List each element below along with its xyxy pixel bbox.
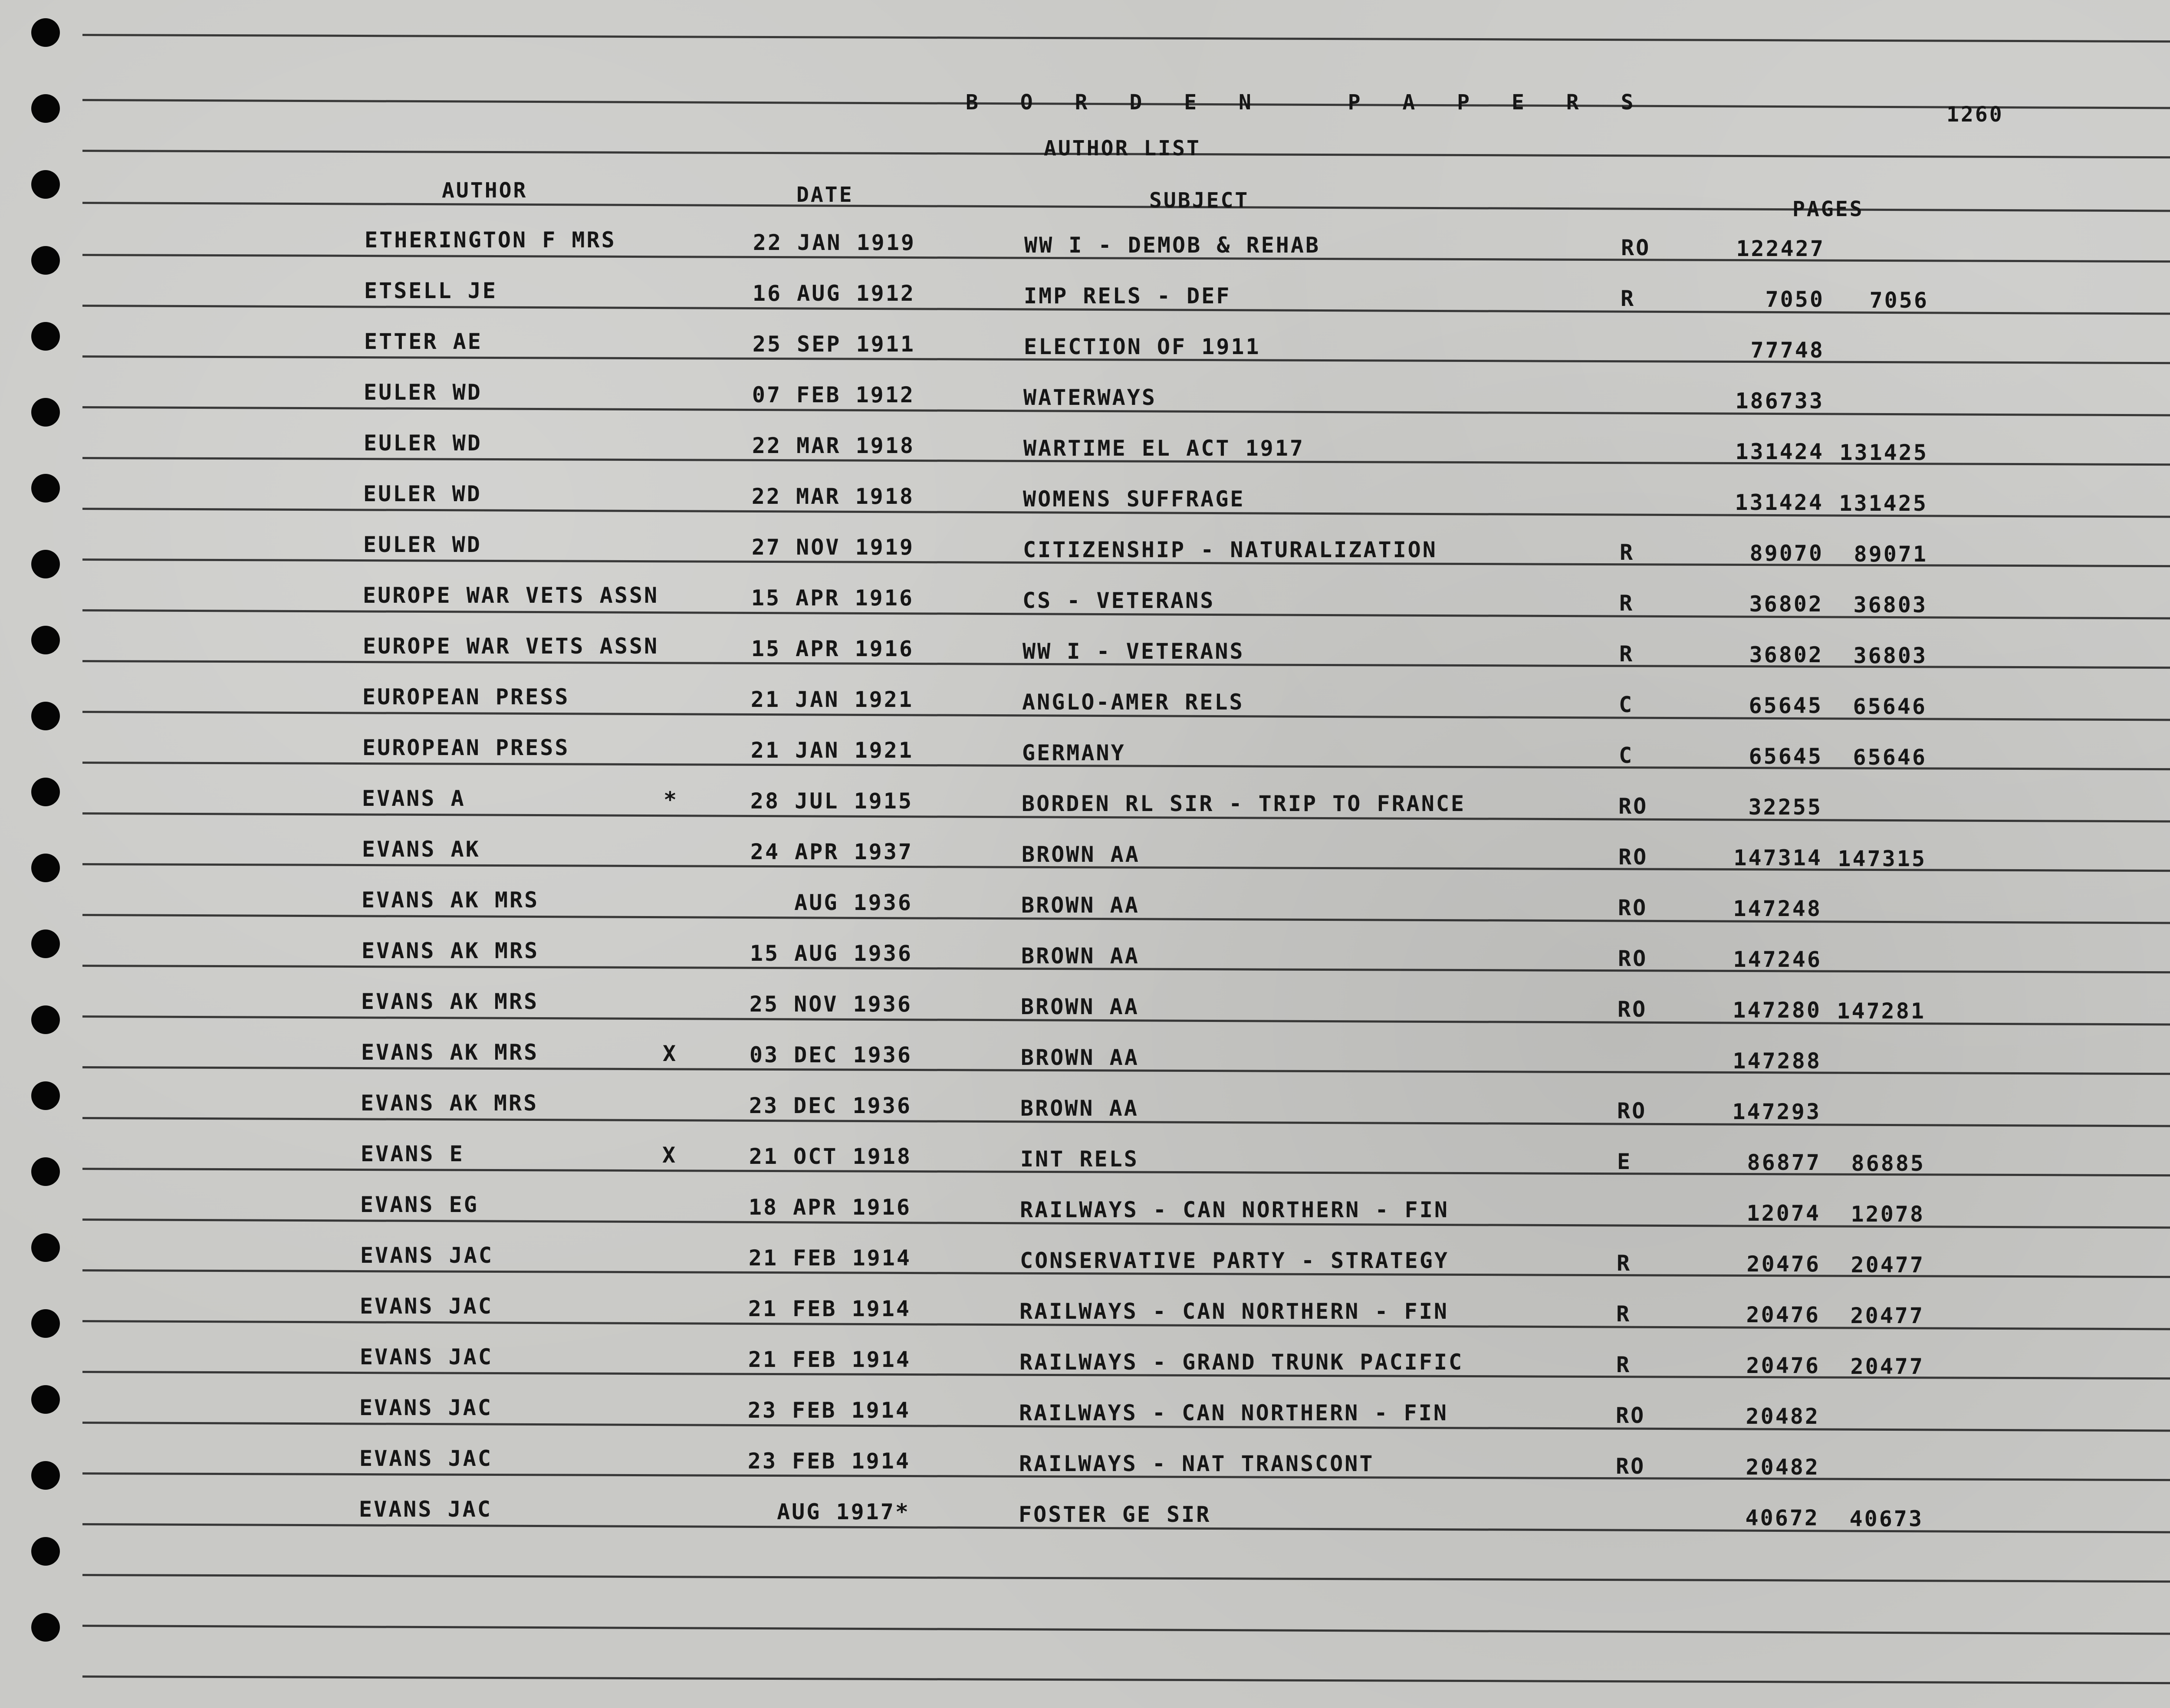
author-cell: EVANS AK MRS [362, 887, 539, 913]
author-cell: ETSELL JE [364, 278, 497, 303]
page-start-cell: 147314 [1733, 845, 1822, 870]
feed-hole [31, 702, 60, 730]
feed-hole [31, 854, 60, 882]
page-start-cell: 32255 [1748, 795, 1822, 820]
status-code-cell: RO [1618, 794, 1648, 819]
subject-cell: WARTIME EL ACT 1917 [1023, 436, 1305, 461]
feed-hole [31, 1081, 60, 1110]
feed-hole [31, 1537, 60, 1566]
document-title: B O R D E N P A P E R S [966, 90, 1648, 115]
ruled-line [82, 34, 2170, 43]
feed-hole [31, 1005, 60, 1034]
date-cell: 25 SEP 1911 [752, 332, 915, 357]
page-start-cell: 36802 [1749, 591, 1823, 617]
column-header-author: AUTHOR [442, 178, 528, 203]
status-code-cell: RO [1621, 235, 1651, 260]
page-end-cell: 86885 [1851, 1151, 1925, 1176]
author-cell: ETTER AE [364, 329, 483, 354]
subject-cell: BROWN AA [1022, 842, 1140, 867]
column-header-subject: SUBJECT [1149, 188, 1249, 213]
column-header-pages: PAGES [1792, 197, 1864, 221]
author-cell: EULER WD [364, 380, 482, 405]
date-cell: 03 DEC 1936 [749, 1042, 912, 1068]
status-code-cell: R [1619, 641, 1634, 667]
page-start-cell: 36802 [1749, 642, 1823, 667]
page-end-cell: 65646 [1853, 694, 1927, 719]
status-code-cell: C [1619, 692, 1634, 717]
feed-hole [31, 170, 60, 199]
author-cell: EVANS JAC [359, 1395, 493, 1420]
subject-cell: BROWN AA [1021, 994, 1139, 1019]
subject-cell: RAILWAYS - CAN NORTHERN - FIN [1020, 1197, 1449, 1222]
page-end-cell: 36803 [1853, 643, 1927, 668]
feed-hole [31, 550, 60, 578]
feed-hole [31, 626, 60, 654]
subject-cell: CS - VETERANS [1023, 588, 1215, 613]
author-cell: EVANS JAC [359, 1497, 492, 1522]
mark-cell: * [664, 787, 679, 812]
page-start-cell: 147288 [1733, 1048, 1821, 1074]
date-cell: 18 APR 1916 [748, 1195, 911, 1220]
date-cell: 25 NOV 1936 [749, 992, 912, 1017]
author-cell: EUROPEAN PRESS [362, 684, 570, 709]
ruled-line [82, 1675, 2170, 1684]
ruled-line [82, 1625, 2170, 1635]
subject-cell: BROWN AA [1020, 1096, 1139, 1121]
page-start-cell: 65645 [1749, 693, 1823, 718]
page-start-cell: 147280 [1733, 998, 1821, 1023]
page-end-cell: 12078 [1851, 1202, 1925, 1227]
feed-hole [31, 398, 60, 427]
subject-cell: CONSERVATIVE PARTY - STRATEGY [1020, 1248, 1449, 1273]
subject-cell: WATERWAYS [1023, 385, 1157, 410]
page-end-cell: 131425 [1839, 440, 1928, 465]
page-end-cell: 36803 [1853, 592, 1927, 618]
status-code-cell: RO [1618, 946, 1648, 971]
column-header-date: DATE [796, 183, 854, 207]
date-cell: AUG 1936 [794, 890, 913, 915]
page-end-cell: 147281 [1837, 999, 1926, 1024]
page-end-cell: 131425 [1839, 491, 1928, 516]
feed-hole [31, 930, 60, 958]
subject-cell: ELECTION OF 1911 [1024, 334, 1261, 359]
page-number: 1260 [1946, 102, 2004, 127]
author-cell: EVANS JAC [360, 1243, 493, 1268]
subject-cell: WW I - DEMOB & REHAB [1024, 233, 1321, 258]
page-start-cell: 7050 [1765, 287, 1825, 312]
author-cell: EUROPE WAR VETS ASSN [363, 583, 659, 608]
page-end-cell: 20477 [1850, 1354, 1924, 1379]
date-cell: 21 OCT 1918 [749, 1144, 912, 1169]
page-start-cell: 65645 [1749, 744, 1823, 769]
mark-cell: X [663, 1041, 678, 1066]
page-start-cell: 147246 [1733, 947, 1822, 972]
subject-cell: BROWN AA [1021, 943, 1140, 969]
author-cell: EVANS A [362, 786, 466, 811]
page-start-cell: 40672 [1745, 1505, 1819, 1531]
date-cell: 27 NOV 1919 [751, 535, 914, 560]
author-cell: EVANS EG [360, 1192, 479, 1217]
status-code-cell: RO [1618, 844, 1648, 870]
page-start-cell: 12074 [1746, 1201, 1821, 1226]
status-code-cell: R [1616, 1301, 1631, 1327]
feed-hole [31, 246, 60, 275]
date-cell: 28 JUL 1915 [750, 788, 913, 814]
date-cell: 23 DEC 1936 [749, 1093, 912, 1118]
page-start-cell: 147293 [1732, 1099, 1821, 1124]
status-code-cell: C [1619, 743, 1634, 768]
feed-hole [31, 1461, 60, 1490]
status-code-cell: R [1620, 540, 1635, 565]
status-code-cell: R [1619, 591, 1634, 616]
date-cell: 21 JAN 1921 [750, 687, 914, 712]
feed-hole [31, 1385, 60, 1414]
subject-cell: RAILWAYS - GRAND TRUNK PACIFIC [1019, 1350, 1464, 1375]
author-cell: EVANS JAC [360, 1344, 493, 1370]
page-start-cell: 86877 [1747, 1150, 1821, 1175]
subject-cell: RAILWAYS - CAN NORTHERN - FIN [1019, 1400, 1448, 1426]
date-cell: 23 FEB 1914 [747, 1398, 911, 1423]
subject-cell: INT RELS [1020, 1146, 1139, 1172]
page-start-cell: 20476 [1746, 1251, 1821, 1277]
status-code-cell: RO [1618, 895, 1648, 920]
author-cell: EUROPE WAR VETS ASSN [363, 634, 659, 659]
date-cell: 23 FEB 1914 [747, 1449, 911, 1474]
page-end-cell: 20477 [1850, 1303, 1924, 1328]
date-cell: 15 APR 1916 [751, 636, 914, 661]
subject-cell: GERMANY [1022, 740, 1126, 765]
subject-cell: FOSTER GE SIR [1019, 1502, 1211, 1527]
feed-hole [31, 474, 60, 503]
subject-cell: WOMENS SUFFRAGE [1023, 486, 1245, 512]
date-cell: 22 MAR 1918 [752, 433, 915, 458]
page-end-cell: 65646 [1853, 745, 1927, 770]
subject-cell: RAILWAYS - CAN NORTHERN - FIN [1019, 1299, 1449, 1324]
feed-hole [31, 94, 60, 123]
page-start-cell: 20476 [1746, 1353, 1820, 1378]
mark-cell: X [662, 1143, 677, 1168]
list-subtitle: AUTHOR LIST [1044, 136, 1201, 161]
date-cell: 24 APR 1937 [750, 839, 913, 864]
date-cell: 15 AUG 1936 [750, 941, 913, 966]
page-start-cell: 20476 [1746, 1302, 1820, 1327]
author-cell: EVANS JAC [360, 1294, 493, 1319]
page-end-cell: 20477 [1851, 1252, 1925, 1278]
feed-hole [31, 1309, 60, 1338]
date-cell: AUG 1917* [777, 1499, 910, 1524]
date-cell: 16 AUG 1912 [752, 281, 915, 306]
page-start-cell: 77748 [1750, 338, 1825, 363]
feed-hole [31, 778, 60, 806]
page-end-cell: 40673 [1849, 1506, 1923, 1531]
subject-cell: RAILWAYS - NAT TRANSCONT [1019, 1451, 1374, 1476]
subject-cell: BROWN AA [1021, 893, 1140, 918]
feed-hole [31, 1157, 60, 1186]
feed-hole [31, 1233, 60, 1262]
date-cell: 21 JAN 1921 [750, 738, 914, 763]
subject-cell: IMP RELS - DEF [1024, 283, 1231, 309]
page-start-cell: 131424 [1735, 439, 1824, 464]
page-end-cell: 147315 [1838, 846, 1927, 871]
page-start-cell: 122427 [1736, 236, 1825, 261]
subject-cell: WW I - VETERANS [1023, 639, 1245, 664]
page-end-cell: 7056 [1869, 288, 1929, 313]
author-cell: EVANS JAC [359, 1446, 493, 1471]
subject-cell: ANGLO-AMER RELS [1022, 690, 1244, 715]
status-code-cell: RO [1617, 1098, 1647, 1123]
date-cell: 21 FEB 1914 [748, 1296, 911, 1321]
status-code-cell: RO [1616, 1454, 1646, 1479]
date-cell: 22 JAN 1919 [753, 230, 916, 255]
author-cell: EVANS AK MRS [361, 989, 539, 1014]
page-start-cell: 186733 [1735, 388, 1824, 414]
feed-hole [31, 322, 60, 351]
date-cell: 21 FEB 1914 [748, 1347, 911, 1372]
author-cell: EVANS AK [362, 837, 480, 862]
date-cell: 15 APR 1916 [751, 585, 914, 611]
feed-hole [31, 18, 60, 47]
author-cell: ETHERINGTON F MRS [365, 227, 616, 253]
page-start-cell: 147248 [1733, 896, 1822, 921]
page-end-cell: 89071 [1854, 542, 1928, 567]
subject-cell: BROWN AA [1021, 1045, 1139, 1070]
ruled-line [82, 1574, 2170, 1583]
feed-hole [31, 1613, 60, 1642]
subject-cell: BORDEN RL SIR - TRIP TO FRANCE [1022, 791, 1466, 816]
page-start-cell: 20482 [1746, 1455, 1820, 1480]
author-cell: EVANS E [361, 1141, 464, 1166]
date-cell: 07 FEB 1912 [752, 382, 915, 407]
subject-cell: CITIZENSHIP - NATURALIZATION [1023, 537, 1437, 562]
date-cell: 21 FEB 1914 [748, 1245, 911, 1271]
status-code-cell: R [1617, 1251, 1632, 1276]
status-code-cell: E [1617, 1149, 1632, 1174]
author-cell: EUROPEAN PRESS [362, 735, 570, 760]
author-cell: EVANS AK MRS [361, 1040, 539, 1065]
author-cell: EULER WD [363, 532, 482, 557]
author-cell: EVANS AK MRS [362, 938, 539, 963]
date-cell: 22 MAR 1918 [751, 484, 914, 509]
author-cell: EULER WD [363, 481, 482, 506]
page-start-cell: 20482 [1746, 1404, 1820, 1429]
page-start-cell: 131424 [1735, 490, 1824, 515]
status-code-cell: R [1621, 286, 1636, 311]
status-code-cell: R [1616, 1352, 1631, 1377]
status-code-cell: RO [1616, 1403, 1646, 1428]
author-cell: EVANS AK MRS [361, 1090, 539, 1116]
status-code-cell: RO [1618, 997, 1647, 1022]
page-start-cell: 89070 [1749, 541, 1824, 566]
author-cell: EULER WD [364, 430, 482, 456]
